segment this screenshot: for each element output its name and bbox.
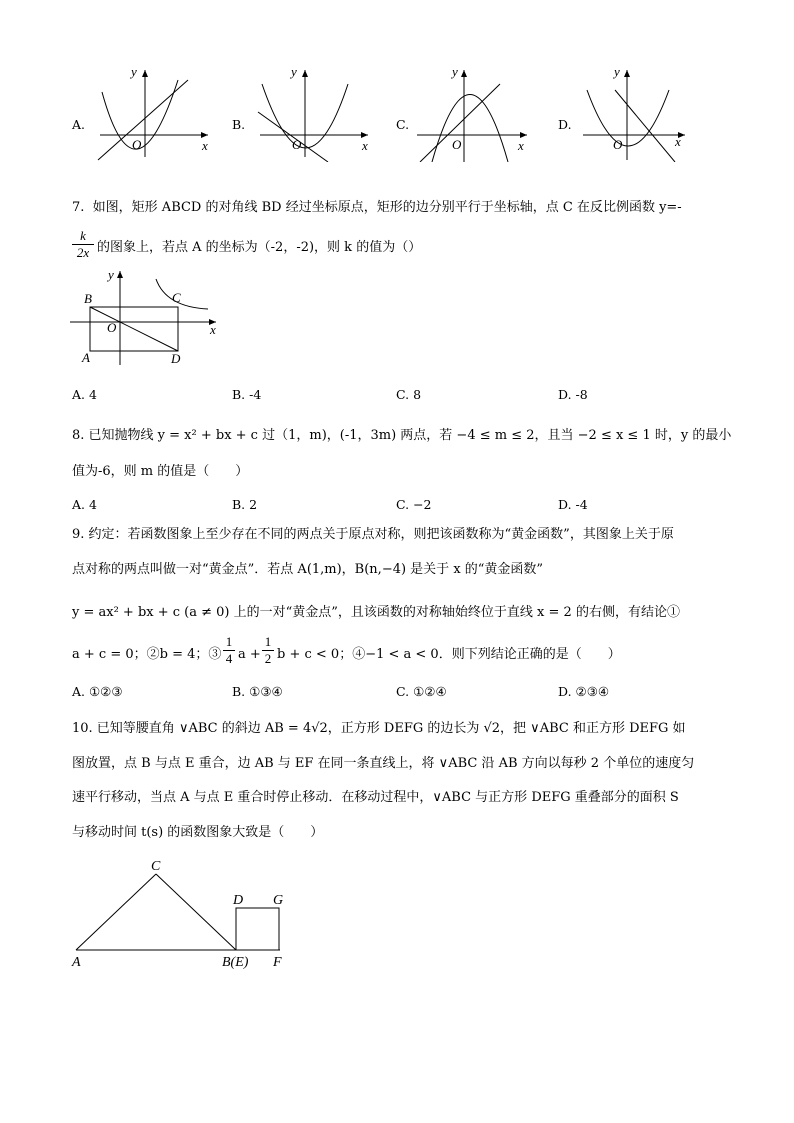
q7-option-a[interactable]: A. 4: [72, 387, 97, 402]
q6-b-y-label: y: [291, 64, 297, 79]
q9-option-b[interactable]: B. ①③④: [232, 684, 283, 699]
q8-stem-line1: 8. 已知抛物线 y = x² + bx + c 过（1，m)，(-1，3m) 两点，若 −4 ≤ m ≤ 2，且当 −2 ≤ x ≤ 1 时，y 的最小: [72, 428, 732, 443]
q9-fraction-1: [223, 634, 235, 667]
q9-stem-line4a: a + c = 0；②b = 4；③: [72, 647, 222, 662]
q10-stem-line3: 速平行移动，当点 A 与点 E 重合时停止移动．在移动过程中，∨ABC 与正方形 DEFG 重叠部分的面积 S: [72, 790, 679, 805]
q6-c-origin: O: [452, 137, 462, 152]
q10-label-g: G: [273, 893, 284, 908]
q9-frac2-denominator: 2: [264, 651, 272, 666]
q6-option-a-label[interactable]: A.: [72, 117, 86, 132]
q6-d-origin: O: [613, 137, 623, 152]
q10-figure: [68, 852, 298, 977]
q10-stem-line4: 与移动时间 t(s) 的函数图象大致是（ ）: [72, 825, 324, 840]
q6-a-y-label: y: [131, 64, 137, 79]
q6-d-x-label: x: [675, 134, 681, 149]
q7-option-b[interactable]: B. -4: [232, 387, 262, 402]
q6-d-y-label: y: [614, 64, 620, 79]
q6-b-x-label: x: [362, 138, 368, 153]
q8-stem-line2: 值为-6，则 m 的值是（ ）: [72, 464, 249, 479]
q9-frac2-numerator: 1: [262, 634, 274, 651]
q7-frac-numerator: k: [72, 228, 94, 245]
q9-stem-line1: 9. 约定：若函数图象上至少存在不同的两点关于原点对称，则把该函数称为“黄金函数”，其图象上关于原: [72, 527, 674, 542]
q9-stem-line4b: a +: [238, 647, 261, 662]
q6-b-origin: O: [292, 137, 302, 152]
q7-label-y: y: [108, 267, 114, 282]
q6-c-x-label: x: [518, 138, 524, 153]
q10-label-d: D: [233, 893, 244, 908]
q9-stem-line4c: b + c < 0；④−1 < a < 0．则下列结论正确的是（ ）: [277, 647, 621, 662]
q10-label-a: A: [72, 955, 81, 970]
q8-option-d[interactable]: D. -4: [558, 497, 588, 512]
q7-label-c: C: [172, 290, 181, 305]
q9-stem-line2: 点对称的两点叫做一对“黄金点”．若点 A(1,m)，B(n,−4) 是关于 x 的“黄金函数”: [72, 562, 544, 577]
q7-stem-line1: 7. 如图，矩形 ABCD 的对角线 BD 经过坐标原点，矩形的边分别平行于坐标轴，点 C 在反比例函数 y=-: [72, 200, 682, 215]
q7-label-x: x: [210, 322, 216, 337]
q8-option-b[interactable]: B. 2: [232, 497, 258, 512]
q8-option-c[interactable]: C. −2: [396, 497, 432, 512]
q10-label-be: B(E): [222, 955, 249, 970]
q9-frac1-numerator: 1: [223, 634, 235, 651]
q7-label-o: O: [107, 320, 117, 335]
q6-a-origin: O: [132, 137, 142, 152]
q6-graph-b[interactable]: [250, 62, 375, 162]
q7-figure: [70, 265, 230, 370]
q7-label-a: A: [82, 350, 90, 365]
q7-option-c[interactable]: C. 8: [396, 387, 422, 402]
q6-option-b-label[interactable]: B.: [232, 117, 246, 132]
q9-frac1-denominator: 4: [225, 651, 233, 666]
q10-stem-line1: 10. 已知等腰直角 ∨ABC 的斜边 AB = 4√2，正方形 DEFG 的边长为 √2，把 ∨ABC 和正方形 DEFG 如: [72, 721, 686, 736]
q6-c-y-label: y: [452, 64, 458, 79]
q10-label-f: F: [273, 955, 282, 970]
q7-label-d: D: [171, 351, 181, 366]
q9-option-c[interactable]: C. ①②④: [396, 684, 447, 699]
q7-fraction: [72, 228, 94, 261]
q6-graph-d[interactable]: [575, 62, 700, 162]
q6-option-d-label[interactable]: D.: [558, 117, 572, 132]
q6-option-c-label[interactable]: C.: [396, 117, 410, 132]
q7-option-d[interactable]: D. -8: [558, 387, 588, 402]
q7-label-b: B: [84, 291, 92, 306]
q10-stem-line2: 图放置，点 B 与点 E 重合，边 AB 与 EF 在同一条直线上，将 ∨ABC 沿 AB 方向以每秒 2 个单位的速度匀: [72, 756, 695, 771]
q7-frac-denominator: 2x: [76, 245, 90, 260]
q9-stem-line3: y = ax² + bx + c (a ≠ 0) 上的一对“黄金点”，且该函数的对称轴始终位于直线 x = 2 的右侧，有结论①: [72, 605, 680, 620]
q9-option-d[interactable]: D. ②③④: [558, 684, 610, 699]
q10-label-c: C: [151, 859, 161, 874]
q7-stem-line2: 的图象上，若点 A 的坐标为（-2，-2)，则 k 的值为（）: [97, 240, 422, 255]
q8-option-a[interactable]: A. 4: [72, 497, 97, 512]
q9-fraction-2: [262, 634, 274, 667]
q6-graph-a[interactable]: [90, 62, 215, 162]
q6-graph-c[interactable]: [412, 62, 537, 162]
q9-option-a[interactable]: A. ①②③: [72, 684, 123, 699]
q6-a-x-label: x: [202, 138, 208, 153]
